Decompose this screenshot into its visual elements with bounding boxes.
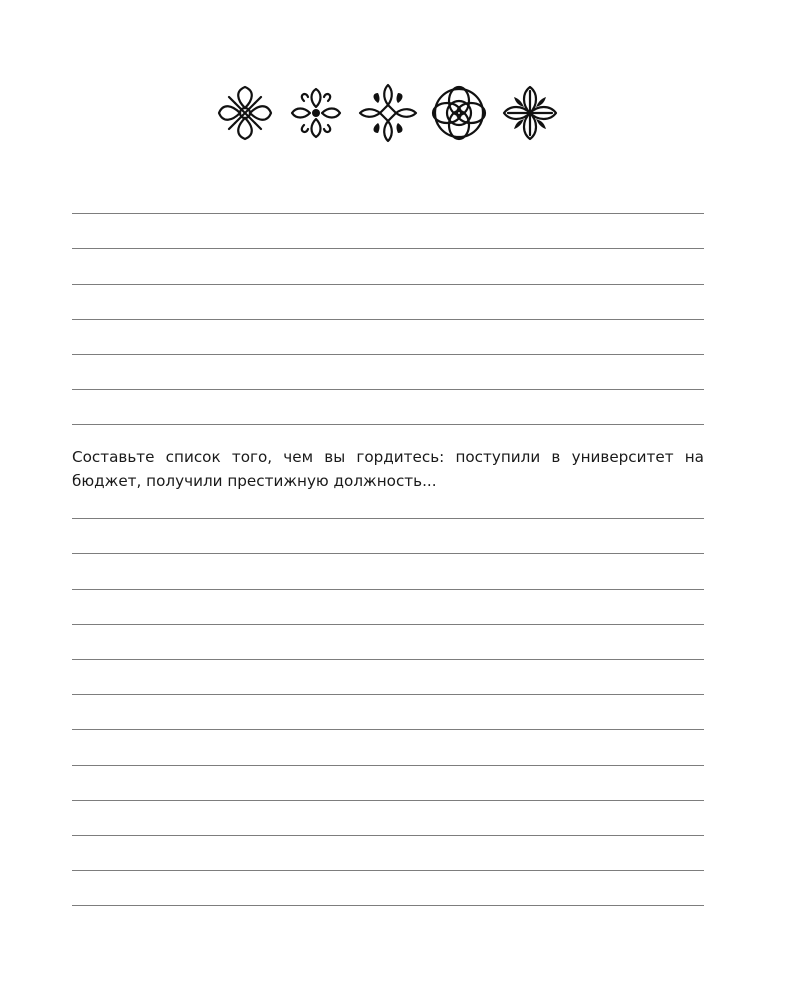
writing-lines-bottom: [72, 484, 704, 906]
writing-line: [72, 801, 704, 836]
writing-lines-top: [72, 179, 704, 425]
leaf-rosette-ornament-icon: [500, 83, 560, 143]
writing-line: [72, 554, 704, 589]
writing-line: [72, 766, 704, 801]
lotus-cross-ornament-icon: [358, 83, 418, 143]
writing-line: [72, 285, 704, 320]
floral-cross-ornament-icon: [215, 83, 275, 143]
writing-line: [72, 871, 704, 906]
writing-line: [72, 660, 704, 695]
writing-line: [72, 390, 704, 425]
ornament-row: [215, 82, 560, 144]
writing-line: [72, 484, 704, 519]
writing-line: [72, 625, 704, 660]
writing-line: [72, 836, 704, 871]
writing-line: [72, 179, 704, 214]
writing-line: [72, 730, 704, 765]
writing-line: [72, 519, 704, 554]
writing-line: [72, 214, 704, 249]
prompt-text: Составьте список того, чем вы гордитесь: поступили в университет на бюджет, получили престижную должность...: [72, 448, 704, 490]
writing-line: [72, 320, 704, 355]
writing-line: [72, 355, 704, 390]
writing-line: [72, 590, 704, 625]
interlaced-rings-ornament-icon: [429, 83, 489, 143]
scroll-flower-ornament-icon: [286, 83, 346, 143]
writing-line: [72, 249, 704, 284]
writing-line: [72, 695, 704, 730]
